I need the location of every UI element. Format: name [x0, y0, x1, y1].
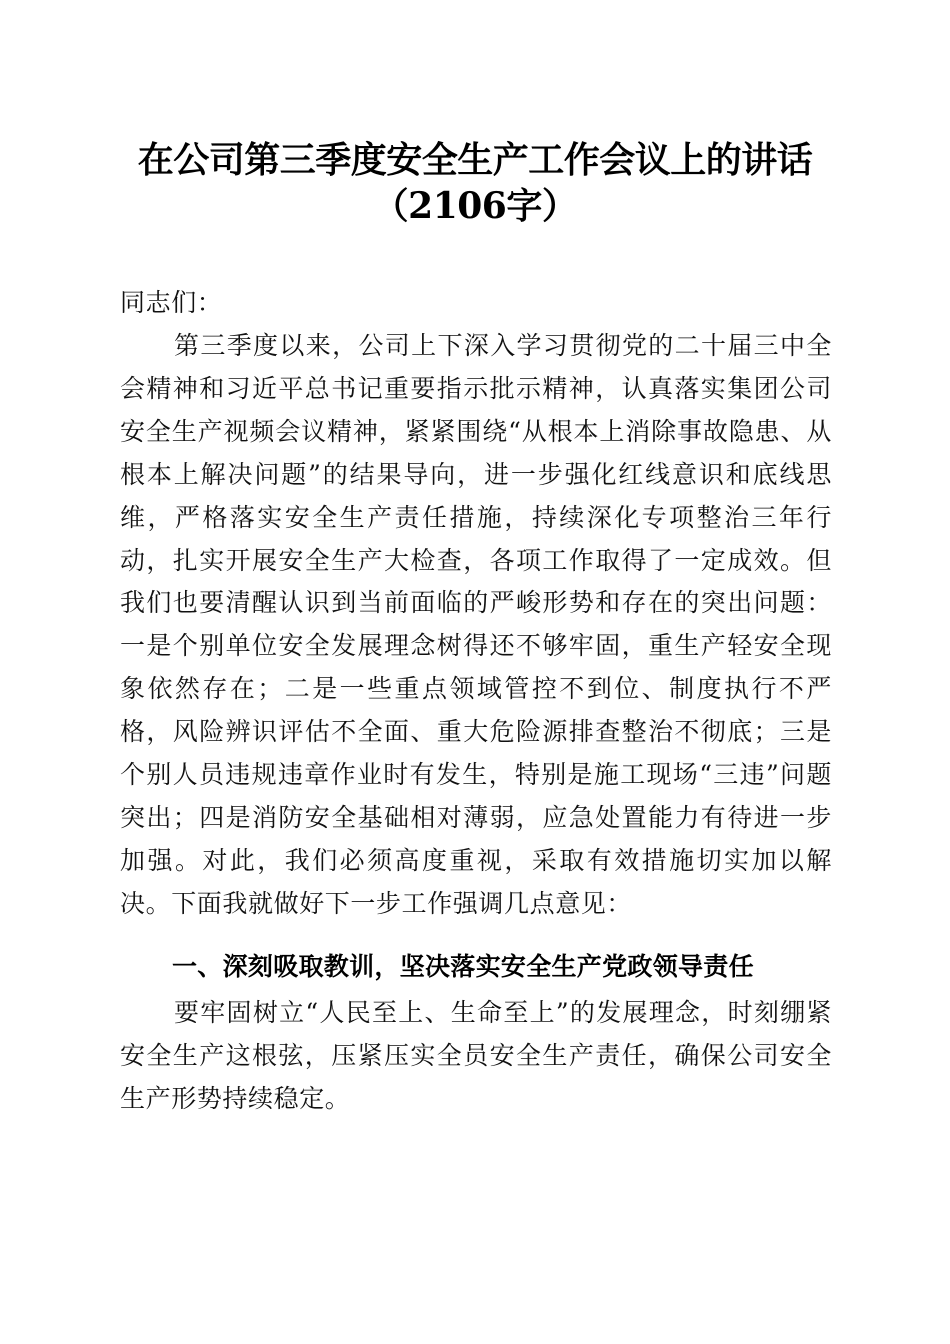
paragraph-intro: 第三季度以来，公司上下深入学习贯彻党的二十届三中全会精神和习近平总书记重要指示批示精神，认真落实集团公司安全生产视频会议精神，紧紧围绕“从根本上消除事故隐患、从根本上解决问题”的结果导向，进一步强化红线意识和底线思维，严格落实安全生产责任措施，持续深化专项整治三年行动，扎实开展安全生产大检查，各项工作取得了一定成效。但我们也要清醒认识到当前面临的严峻形势和存在的突出问题：一是个别单位安全发展理念树得还不够牢固，重生产轻安全现象依然存在；二是一些重点领域管控不到位、制度执行不严格，风险辨识评估不全面、重大危险源排查整治不彻底；三是个别人员违规违章作业时有发生，特别是施工现场“三违”问题突出；四是消防安全基础相对薄弱，应急处置能力有待进一步加强。对此，我们必须高度重视，采取有效措施切实加以解决。下面我就做好下一步工作强调几点意见：: [120, 331, 832, 918]
paragraph-section-1: 要牢固树立“人民至上、生命至上”的发展理念，时刻绷紧安全生产这根弦，压紧压实全员安全生产责任，确保公司安全生产形势持续稳定。: [120, 998, 832, 1113]
document-title: 在公司第三季度安全生产工作会议上的讲话: [137, 139, 813, 181]
salutation: 同志们：: [120, 288, 223, 317]
document-word-count: （2106字）: [372, 185, 578, 227]
section-heading-1: 一、深刻吸取教训，坚决落实安全生产党政领导责任: [172, 952, 754, 981]
